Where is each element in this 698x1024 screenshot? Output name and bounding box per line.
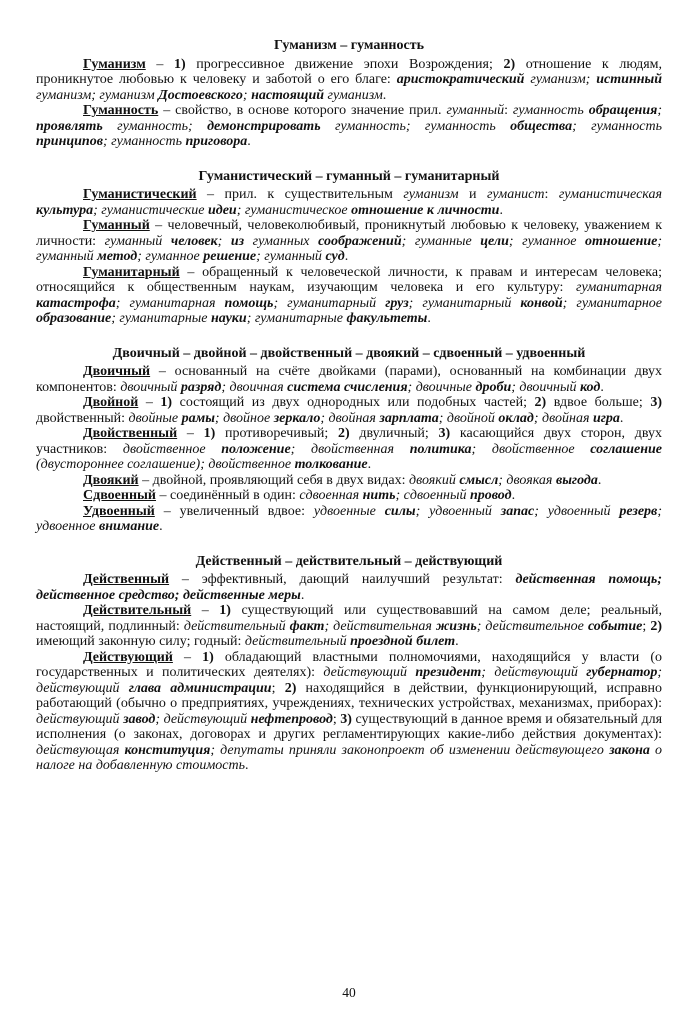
text-segment: настоящий: [251, 87, 325, 103]
text-segment: гуманист: [486, 187, 545, 202]
text-segment: проявлять: [36, 118, 103, 134]
text-segment: ; двойственное: [471, 441, 591, 457]
text-segment: соглашение: [590, 441, 662, 457]
text-segment: :: [544, 187, 559, 202]
text-segment: губернатор: [586, 665, 658, 680]
text-segment: двоичный: [120, 379, 181, 395]
text-segment: нить: [362, 488, 396, 503]
text-segment: цели: [480, 233, 509, 249]
text-segment: президент: [415, 665, 482, 680]
text-segment: гуманный: [104, 233, 171, 249]
text-segment: гуманность;: [102, 118, 208, 134]
text-segment: ; сдвоенный: [395, 488, 470, 503]
text-segment: противоречивый;: [215, 426, 338, 441]
text-segment: ; действующий: [155, 711, 251, 727]
entry-paragraph: [36, 265, 662, 327]
text-segment: ; двоякая: [498, 472, 556, 488]
text-segment: истинный: [596, 72, 662, 87]
text-segment: игра: [592, 410, 620, 426]
entry-paragraph: [36, 488, 662, 504]
text-segment: 2): [534, 395, 547, 410]
text-segment: соображений: [318, 233, 402, 249]
text-segment: .: [159, 519, 163, 534]
text-segment: ; гуманитарный: [273, 295, 386, 311]
text-segment: прогрессивное движение эпохи Возрождения;: [185, 56, 504, 72]
text-segment: двуличный;: [349, 426, 439, 441]
text-segment: помощь: [224, 295, 274, 311]
text-segment: глава администрации: [128, 680, 272, 696]
text-segment: .: [499, 202, 503, 218]
text-segment: обращения: [588, 103, 658, 118]
entry-paragraph: [36, 504, 662, 535]
text-segment: ; гуманное: [508, 233, 586, 249]
text-segment: ; двойственная: [290, 441, 410, 457]
text-segment: 1): [173, 56, 186, 72]
entry-paragraph: [36, 364, 662, 395]
text-segment: – соединённый в один:: [156, 488, 300, 503]
entry-group-heading: Гуманистический – гуманный – гуманитарный: [198, 168, 500, 184]
entry-paragraph: [36, 426, 662, 473]
text-segment: принципов: [36, 134, 103, 149]
text-segment: гуманность; гуманность: [320, 118, 511, 134]
text-segment: .: [600, 379, 604, 395]
text-segment: существующий в данное время и обязательный для исполнения (о законах, договорах и других регламентирующих какие-либо действия документах):: [36, 711, 663, 742]
text-segment: ; действующий: [36, 665, 662, 696]
text-segment: 1): [160, 395, 173, 410]
headword: Удвоенный: [83, 503, 155, 519]
text-segment: решение: [203, 249, 257, 264]
text-segment: образование: [36, 311, 112, 326]
text-segment: положение: [221, 441, 291, 457]
text-segment: факт: [289, 618, 325, 634]
entry-paragraph: [36, 473, 662, 489]
text-segment: –: [177, 426, 204, 441]
text-segment: ; гуманный: [36, 233, 663, 264]
text-segment: 1): [202, 649, 214, 665]
text-segment: оклад: [498, 410, 534, 426]
text-segment: закона: [609, 742, 650, 758]
text-segment: конвой: [520, 295, 563, 311]
text-segment: действительный: [183, 618, 290, 634]
entry-group-heading: Действенный – действительный – действующий: [195, 553, 503, 569]
text-segment: гуманистическая: [558, 187, 662, 202]
text-segment: отношение к личности: [351, 202, 500, 218]
page-number: 40: [342, 984, 356, 1000]
text-segment: катастрофа: [36, 295, 116, 311]
text-segment: ; гуманность: [102, 134, 186, 149]
text-segment: –: [138, 395, 161, 410]
text-segment: – свойство, в основе которого значение прил.: [158, 103, 447, 118]
text-segment: – двойной, проявляющий себя в двух видах:: [138, 472, 409, 488]
headword: Гуманный: [83, 218, 150, 233]
text-segment: –: [145, 56, 174, 72]
text-segment: 2): [337, 426, 350, 441]
entry-paragraph: [36, 650, 662, 774]
text-segment: .: [511, 488, 516, 503]
page-content: [36, 38, 662, 774]
text-segment: о налоге на добавленную стоимость: [36, 742, 663, 773]
text-segment: .: [619, 410, 624, 426]
text-segment: ; действующий: [481, 665, 587, 680]
entry-group-heading: Гуманизм – гуманность: [274, 38, 424, 53]
text-segment: нефтепровод: [250, 711, 333, 727]
text-segment: имеющий законную силу; годный:: [36, 634, 245, 649]
text-segment: гуманитарная: [576, 280, 662, 295]
text-segment: гуманизм: [403, 187, 459, 202]
text-segment: ; действительная: [324, 618, 436, 634]
entry-paragraph: [36, 57, 662, 104]
text-segment: ; двойное: [214, 410, 274, 426]
text-segment: двоякий: [408, 472, 460, 488]
text-segment: 3): [340, 711, 352, 727]
text-segment: 1): [203, 426, 216, 441]
text-segment: гуманизм: [324, 87, 383, 103]
text-segment: действенная помощь; действенное средство; действенные меры: [36, 572, 662, 603]
text-segment: жизнь: [435, 618, 477, 634]
text-segment: 1): [219, 603, 231, 618]
text-segment: двойственное: [122, 441, 222, 457]
headword: Гуманитарный: [83, 264, 180, 280]
text-segment: ; двойная: [320, 410, 380, 426]
text-segment: ; двоичный: [511, 379, 580, 395]
text-segment: событие: [587, 618, 643, 634]
text-segment: .: [244, 758, 249, 773]
text-segment: ; удвоенный: [415, 503, 501, 519]
entry-paragraph: [36, 603, 662, 650]
text-segment: 2): [503, 56, 516, 72]
text-segment: гуманный: [446, 103, 505, 118]
text-segment: разряд: [180, 379, 222, 395]
text-segment: ; двоичная: [221, 379, 288, 395]
text-segment: сдвоенная: [299, 488, 363, 503]
text-segment: науки: [211, 311, 247, 326]
text-segment: – обращенный к человеческой личности, к правам и интересам человека; относящийся к общественным наукам, изучающим человека и его культуру:: [36, 264, 662, 295]
text-segment: приговора: [185, 134, 248, 149]
entry-group: [36, 38, 662, 150]
text-segment: – прил. к существительным: [196, 187, 404, 202]
text-segment: .: [300, 587, 305, 603]
entry-paragraph: [36, 218, 662, 265]
entry-paragraph: [36, 187, 662, 218]
text-segment: .: [367, 457, 372, 472]
entry-paragraph: [36, 572, 662, 603]
text-segment: .: [455, 634, 459, 649]
text-segment: отношение к людям, проникнутое любовью к человеку и заботой о его благе:: [36, 56, 662, 87]
text-segment: находящийся в действии, функционирующий, исправно работающий (обычно о предприятиях, учреждениях, технических устройствах, механизмах, приборах):: [36, 680, 663, 711]
headword: Гуманность: [83, 103, 159, 118]
text-segment: существующий или существовавший на самом деле; реальный, настоящий, подлинный:: [36, 603, 663, 634]
headword: Двоякий: [83, 472, 139, 488]
headword: Двоичный: [83, 364, 151, 379]
text-segment: ; гуманистические: [93, 202, 208, 218]
text-segment: .: [427, 311, 431, 326]
text-segment: ; гуманитарные: [111, 311, 211, 326]
text-segment: вдвое больше;: [546, 395, 651, 410]
text-segment: груз: [385, 295, 409, 311]
text-segment: ; гуманитарная: [115, 295, 225, 311]
text-segment: толкование: [294, 457, 368, 472]
text-segment: обладающий властными полномочиями, находящийся у власти (о государственных и политических деятелях):: [36, 649, 662, 680]
text-segment: смысл: [459, 472, 499, 488]
text-segment: гуманных: [244, 233, 319, 249]
text-segment: зарплата: [379, 410, 439, 426]
text-segment: ;: [657, 103, 662, 118]
text-segment: аристократический: [396, 72, 525, 87]
text-segment: общества: [510, 118, 573, 134]
text-segment: запас: [500, 503, 535, 519]
text-segment: проездной билет: [350, 634, 456, 649]
text-segment: .: [597, 472, 602, 488]
text-segment: действительный: [244, 634, 351, 649]
text-segment: состоящий из двух однородных или подобных частей;: [172, 395, 535, 410]
text-segment: ; гуманное: [137, 249, 204, 264]
headword: Сдвоенный: [83, 488, 157, 503]
text-segment: ; двойной: [438, 410, 499, 426]
text-segment: ; депутаты приняли законопроект об изменении действующего: [210, 742, 610, 758]
text-segment: :: [504, 103, 513, 118]
text-segment: 2): [284, 680, 297, 696]
text-segment: ; гуманистическое: [236, 202, 352, 218]
text-segment: и: [458, 187, 487, 202]
text-segment: отношение: [585, 233, 658, 249]
text-segment: рамы: [181, 410, 215, 426]
headword: Гуманизм: [83, 56, 146, 72]
text-segment: метод: [97, 249, 138, 264]
text-segment: ;: [217, 233, 231, 249]
text-segment: (двустороннее соглашение); двойственное: [36, 457, 295, 472]
text-segment: двойственный:: [36, 410, 129, 426]
headword: Гуманистический: [83, 187, 197, 202]
text-segment: система счисления: [287, 379, 408, 395]
text-segment: – увеличенный вдвое:: [154, 503, 314, 519]
headword: Действенный: [83, 572, 170, 587]
text-segment: ; гуманитарные: [246, 311, 347, 326]
text-segment: силы: [384, 503, 416, 519]
text-segment: гуманизм;: [524, 72, 597, 87]
text-segment: ; действительное: [476, 618, 588, 634]
text-segment: действующий: [36, 711, 124, 727]
text-segment: ;: [642, 618, 651, 634]
text-segment: факультеты: [346, 311, 428, 326]
text-segment: ; гуманность: [572, 118, 662, 134]
text-segment: гуманность: [512, 103, 589, 118]
entry-group: [36, 169, 662, 327]
text-segment: ; гуманные: [401, 233, 481, 249]
text-segment: ;: [242, 87, 252, 103]
text-segment: гуманизм; гуманизм: [36, 87, 159, 103]
text-segment: двойные: [128, 410, 182, 426]
text-segment: – человечный, человеколюбивый, проникнутый любовью к человеку, уважением к личности:: [36, 218, 662, 249]
text-segment: конституция: [124, 742, 211, 758]
text-segment: код: [579, 379, 601, 395]
text-segment: политика: [409, 441, 472, 457]
text-segment: действующая: [36, 742, 125, 758]
text-segment: – основанный на счёте двойками (парами), основанный на комбинации двух компонентов:: [36, 364, 662, 395]
text-segment: удвоенные: [313, 503, 385, 519]
text-segment: завод: [123, 711, 156, 727]
text-segment: человек: [170, 233, 218, 249]
headword: Двойной: [83, 395, 139, 410]
text-segment: резерв: [619, 503, 658, 519]
text-segment: дроби: [475, 379, 512, 395]
text-segment: ; удвоенный: [534, 503, 620, 519]
text-segment: ; гуманитарное: [562, 295, 663, 311]
text-segment: 3): [438, 426, 451, 441]
text-segment: из: [230, 233, 245, 249]
text-segment: касающийся двух сторон, двух участников:: [36, 426, 662, 457]
text-segment: .: [247, 134, 251, 149]
text-segment: ;: [271, 680, 285, 696]
text-segment: провод: [469, 488, 512, 503]
entry-group-heading: Двоичный – двойной – двойственный – двоякий – сдвоенный – удвоенный: [112, 345, 586, 361]
entry-group: [36, 554, 662, 774]
text-segment: – эффективный, дающий наилучший результат:: [169, 572, 516, 587]
text-segment: 2): [650, 618, 663, 634]
text-segment: 3): [650, 395, 662, 410]
text-segment: Достоевского: [158, 87, 243, 103]
text-segment: ; удвоенное: [36, 503, 662, 534]
text-segment: демонстрировать: [207, 118, 321, 134]
entry-paragraph: [36, 103, 662, 150]
text-segment: –: [172, 649, 203, 665]
text-segment: .: [382, 87, 387, 103]
text-segment: культура: [36, 202, 94, 218]
text-segment: внимание: [98, 519, 160, 534]
text-segment: .: [344, 249, 349, 264]
headword: Двойственный: [83, 426, 178, 441]
text-segment: ; гуманитарный: [408, 295, 521, 311]
headword: Действительный: [83, 603, 192, 618]
text-segment: суд: [325, 249, 345, 264]
text-segment: ;: [332, 711, 341, 727]
text-segment: ; двойная: [533, 410, 593, 426]
text-segment: действующий: [323, 665, 416, 680]
text-segment: зеркало: [273, 410, 321, 426]
entry-paragraph: [36, 395, 662, 426]
text-segment: идеи: [207, 202, 237, 218]
entry-group: [36, 346, 662, 535]
text-segment: ; двоичные: [407, 379, 476, 395]
text-segment: –: [191, 603, 220, 618]
headword: Действующий: [83, 649, 173, 665]
text-segment: ; гуманный: [256, 249, 326, 264]
text-segment: выгода: [555, 472, 598, 488]
